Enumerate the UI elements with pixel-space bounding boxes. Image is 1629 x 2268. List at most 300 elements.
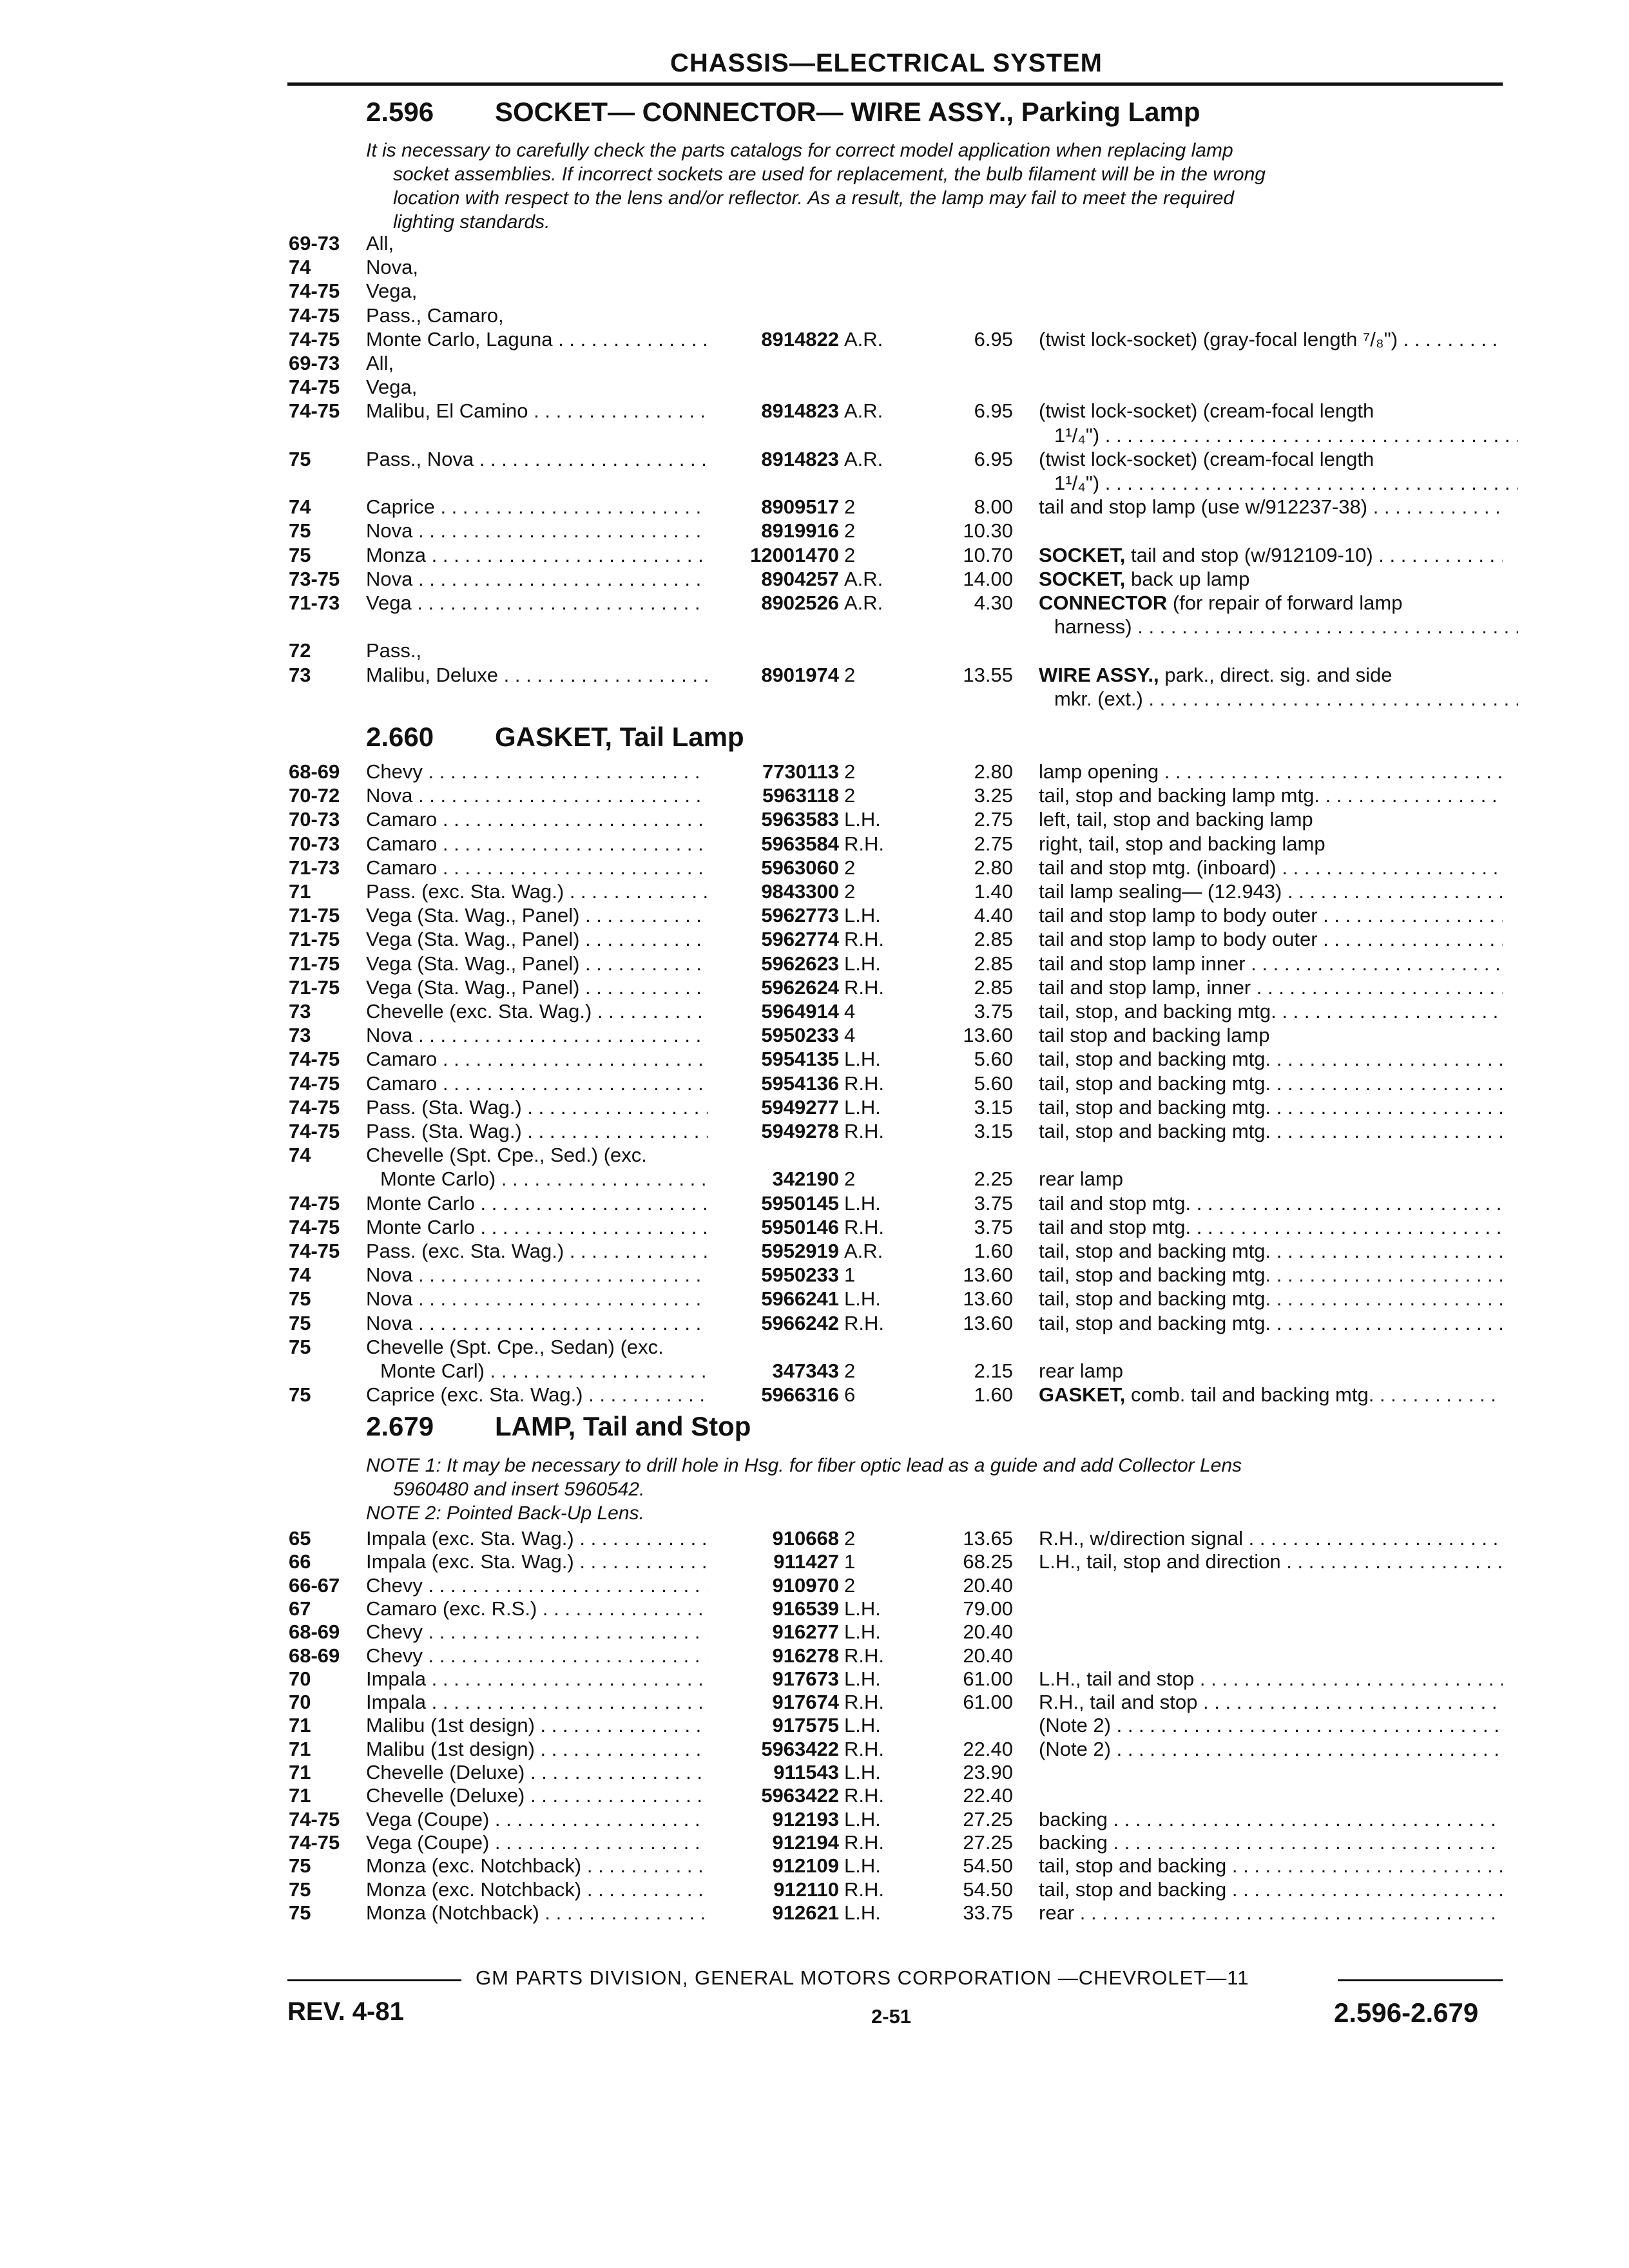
table-row <box>0 832 1629 856</box>
section-note <box>366 139 1500 234</box>
description-cell <box>1039 1808 1503 1831</box>
year-cell: 74 <box>289 495 311 519</box>
model-text: Camaro <box>366 1048 438 1071</box>
note-line: NOTE 1: It may be necessary to drill hole in Hsg. for fiber optic lead as a guide and add Collector Lens <box>366 1455 1242 1476</box>
description-text: rear lamp <box>1039 1360 1123 1382</box>
price: 3.75 <box>974 1000 1013 1023</box>
model-text: Nova <box>366 1287 413 1311</box>
model-cell <box>366 784 708 807</box>
part-number: 5962624 <box>761 975 839 999</box>
description-text: park., direct. sig. and side <box>1164 663 1393 686</box>
description-cell <box>1039 1360 1503 1383</box>
description-cell <box>1054 615 1518 639</box>
model-cell <box>366 568 708 591</box>
section-title: LAMP, Tail and Stop <box>495 1411 751 1441</box>
year-cell: 66-67 <box>289 1573 340 1597</box>
part-number: 5962773 <box>761 904 839 927</box>
part-number: 5962623 <box>761 952 839 975</box>
description-cell <box>1039 1714 1503 1737</box>
description-cell <box>1039 544 1503 567</box>
year-cell: 74-75 <box>289 1215 340 1238</box>
part-number: 910970 <box>772 1573 839 1597</box>
year-cell: 71 <box>289 1761 311 1783</box>
description-cell <box>1039 591 1503 615</box>
part-number: 5950145 <box>761 1191 839 1215</box>
description-text: tail, stop and backing mtg. <box>1039 1240 1271 1262</box>
part-number: 5950233 <box>761 1024 839 1047</box>
quantity: R.H. <box>844 832 884 855</box>
quantity: L.H. <box>844 1620 881 1644</box>
description-text: tail and stop lamp to body outer <box>1039 928 1318 951</box>
price: 2.80 <box>974 856 1013 879</box>
model-text: Chevelle (Spt. Cpe., Sedan) (exc. <box>366 1335 664 1358</box>
year-cell: 71 <box>289 1714 311 1737</box>
part-number: 5949278 <box>761 1120 839 1142</box>
description-text: R.H., tail and stop <box>1039 1691 1198 1714</box>
description-cell <box>1039 1096 1503 1119</box>
section-heading <box>366 97 1200 128</box>
year-cell: 75 <box>289 1383 311 1407</box>
price: 61.00 <box>963 1667 1013 1690</box>
year-cell: 71-73 <box>289 591 340 614</box>
price: 13.60 <box>963 1311 1013 1334</box>
model-cell <box>366 928 708 951</box>
quantity: R.H. <box>844 975 884 999</box>
description-cell <box>1039 784 1503 807</box>
model-text: Vega, <box>366 280 418 303</box>
model-text: Pass. (Sta. Wag.) <box>366 1120 522 1142</box>
price: 10.70 <box>963 543 1013 566</box>
model-cell <box>366 1714 708 1737</box>
table-row <box>0 1000 1629 1024</box>
note-line: NOTE 2: Pointed Back-Up Lens. <box>366 1503 644 1524</box>
description-cell <box>1039 1192 1503 1215</box>
description-cell <box>1039 1901 1503 1925</box>
model-text: Nova <box>366 784 413 807</box>
description-keyword: SOCKET, <box>1039 567 1126 590</box>
part-number: 8902526 <box>761 591 839 614</box>
model-cell <box>366 232 708 255</box>
part-number: 5963118 <box>762 784 839 807</box>
model-text: Camaro <box>366 808 438 831</box>
model-cell <box>366 1808 708 1831</box>
model-text: Nova <box>366 567 413 590</box>
description-cell <box>1039 1831 1503 1854</box>
model-cell <box>366 976 708 999</box>
year-cell: 74-75 <box>289 399 340 423</box>
quantity: 2 <box>844 1573 856 1597</box>
model-cell <box>366 1264 708 1287</box>
model-cell <box>366 1831 708 1854</box>
description-cell <box>1039 568 1503 591</box>
price: 54.50 <box>963 1854 1013 1878</box>
model-text: Impala (exc. Sta. Wag.) <box>366 1527 574 1550</box>
quantity: A.R. <box>844 327 883 351</box>
description-text: backing <box>1039 1807 1108 1831</box>
quantity: 2 <box>844 543 856 566</box>
table-row <box>0 1761 1629 1785</box>
price: 6.95 <box>974 447 1013 470</box>
section-number: 2.660 <box>366 722 434 752</box>
part-number: 8914823 <box>761 399 839 423</box>
table-row <box>0 952 1629 976</box>
model-cell <box>366 856 708 879</box>
part-number: 917673 <box>772 1667 839 1690</box>
part-number: 8914823 <box>761 447 839 470</box>
year-cell: 70-72 <box>289 784 340 807</box>
quantity: R.H. <box>844 1072 884 1095</box>
year-cell: 74-75 <box>289 1831 340 1854</box>
year-cell: 74-75 <box>289 1072 340 1095</box>
quantity: 2 <box>844 495 856 519</box>
price: 22.40 <box>963 1784 1013 1807</box>
description-cell <box>1039 1383 1503 1407</box>
part-number: 8919916 <box>761 519 839 543</box>
year-cell: 70-73 <box>289 832 340 855</box>
model-text: Camaro <box>366 832 438 855</box>
description-text: (Note 2) <box>1039 1714 1111 1737</box>
table-row <box>0 1120 1629 1144</box>
year-cell: 72 <box>289 639 311 662</box>
model-cell <box>366 280 708 303</box>
description-cell <box>1039 952 1503 975</box>
table-row <box>0 280 1629 303</box>
note-line: 5960480 and insert 5960542. <box>393 1479 645 1500</box>
model-text: Vega <box>366 591 412 614</box>
description-text: tail and stop (w/912109-10) <box>1130 543 1373 566</box>
description-cell <box>1039 1120 1503 1143</box>
description-text: (twist lock-socket) (gray-focal length ⁷/₈") <box>1039 327 1398 351</box>
description-cell <box>1039 1168 1503 1191</box>
year-cell: 70 <box>289 1667 311 1690</box>
quantity: L.H. <box>844 1761 881 1783</box>
table-row <box>0 1264 1629 1287</box>
model-text: Chevelle (exc. Sta. Wag.) <box>366 1000 592 1023</box>
section-heading <box>366 1411 751 1442</box>
part-number: 5964914 <box>761 1000 839 1023</box>
part-number: 912193 <box>772 1807 839 1831</box>
price: 1.60 <box>974 1383 1013 1407</box>
model-text: Monte Carlo, Laguna <box>366 327 553 351</box>
model-text: All, <box>366 232 394 255</box>
price: 1.60 <box>974 1240 1013 1262</box>
price: 23.90 <box>963 1761 1013 1783</box>
table-row <box>0 256 1629 280</box>
description-cell <box>1039 495 1503 519</box>
year-cell: 71-73 <box>289 856 340 879</box>
model-text: Monza (exc. Notchback) <box>366 1878 582 1901</box>
description-text: rear lamp <box>1039 1168 1123 1191</box>
part-number: 917575 <box>772 1714 839 1737</box>
description-text: tail, stop and backing mtg. <box>1039 1311 1271 1334</box>
description-cell <box>1039 1048 1503 1071</box>
section-heading <box>366 722 744 753</box>
year-cell: 73 <box>289 663 311 686</box>
model-text: Monte Carlo <box>366 1191 475 1215</box>
model-cell <box>366 352 708 375</box>
part-number: 8909517 <box>761 495 839 519</box>
year-cell: 74-75 <box>289 280 340 303</box>
description-cell <box>1039 399 1503 423</box>
price: 79.00 <box>963 1597 1013 1620</box>
model-cell <box>366 1878 708 1901</box>
quantity: 2 <box>844 1360 856 1382</box>
model-text: Impala (exc. Sta. Wag.) <box>366 1550 574 1573</box>
description-text: tail, stop and backing mtg. <box>1039 1120 1271 1142</box>
model-text: Camaro <box>366 1072 438 1095</box>
section-title: SOCKET— CONNECTOR— WIRE ASSY., Parking Lamp <box>495 97 1200 127</box>
price: 33.75 <box>963 1901 1013 1924</box>
model-cell <box>366 1048 708 1071</box>
description-text: tail and stop lamp to body outer <box>1039 904 1318 927</box>
table-row <box>0 1336 1629 1360</box>
description-cell <box>1039 1527 1503 1550</box>
model-cell <box>366 591 708 615</box>
description-cell <box>1054 472 1518 495</box>
model-text: Chevelle (Spt. Cpe., Sed.) (exc. <box>366 1144 647 1167</box>
table-row <box>0 1383 1629 1407</box>
price: 22.40 <box>963 1737 1013 1760</box>
description-text: rear <box>1039 1901 1075 1924</box>
price: 4.40 <box>974 904 1013 927</box>
part-number: 8901974 <box>761 663 839 686</box>
year-cell: 74 <box>289 1144 311 1167</box>
description-keyword: CONNECTOR <box>1039 591 1168 614</box>
quantity: L.H. <box>844 952 881 975</box>
description-text: tail, stop and backing mtg. <box>1039 1264 1271 1287</box>
description-cell <box>1039 1000 1503 1023</box>
part-number: 5963584 <box>761 832 839 855</box>
model-cell <box>366 1240 708 1263</box>
table-row <box>0 639 1629 663</box>
part-number: 5952919 <box>761 1240 839 1262</box>
model-text: Chevy <box>366 1644 423 1667</box>
model-cell <box>366 1574 708 1597</box>
model-text: All, <box>366 352 394 374</box>
description-cell <box>1039 760 1503 783</box>
table-row <box>0 1550 1629 1574</box>
quantity: L.H. <box>844 904 881 927</box>
table-row <box>0 304 1629 328</box>
model-cell <box>366 1336 708 1359</box>
table-row <box>0 880 1629 904</box>
title-rule <box>287 82 1503 86</box>
part-number: 5966242 <box>761 1311 839 1334</box>
part-number: 5949277 <box>761 1095 839 1119</box>
table-row <box>0 664 1629 687</box>
year-cell: 70 <box>289 1691 311 1714</box>
table-row <box>0 1168 1629 1191</box>
year-cell: 74-75 <box>289 1120 340 1142</box>
table-row <box>0 1527 1629 1551</box>
description-text: 1¹/₄") <box>1054 423 1100 447</box>
quantity: L.H. <box>844 1854 881 1878</box>
model-cell <box>366 1024 708 1047</box>
model-cell <box>366 1312 708 1335</box>
model-cell <box>366 1691 708 1714</box>
model-text: Nova <box>366 1024 413 1047</box>
model-text: Nova <box>366 1311 413 1334</box>
table-row <box>0 856 1629 880</box>
model-cell <box>366 519 708 543</box>
quantity: R.H. <box>844 1831 884 1854</box>
year-cell: 74 <box>289 1264 311 1287</box>
model-text: Nova, <box>366 256 418 279</box>
model-cell <box>366 880 708 903</box>
quantity: 2 <box>844 1168 856 1191</box>
price: 5.60 <box>974 1048 1013 1071</box>
year-cell: 74-75 <box>289 1095 340 1119</box>
page-number: 2-51 <box>871 2005 912 2028</box>
description-text: tail and stop mtg. <box>1039 1191 1191 1215</box>
description-cell <box>1039 1216 1503 1239</box>
quantity: 2 <box>844 519 856 543</box>
footer-rule-right <box>1338 1979 1503 1981</box>
model-text: Malibu (1st design) <box>366 1714 535 1737</box>
description-text: comb. tail and backing mtg. <box>1130 1383 1374 1407</box>
model-cell <box>366 328 708 351</box>
model-cell <box>366 1360 708 1383</box>
model-cell <box>366 1287 708 1311</box>
model-cell <box>366 1854 708 1878</box>
price: 3.75 <box>974 1191 1013 1215</box>
model-text: Pass. (exc. Sta. Wag.) <box>366 880 564 903</box>
quantity: A.R. <box>844 567 883 590</box>
model-text: Malibu (1st design) <box>366 1737 535 1760</box>
price: 14.00 <box>963 567 1013 590</box>
description-text: tail and stop lamp inner <box>1039 952 1246 975</box>
year-cell: 75 <box>289 1335 311 1358</box>
footer-rule-left <box>287 1979 461 1981</box>
table-row <box>0 1667 1629 1691</box>
description-text: left, tail, stop and backing lamp <box>1039 808 1313 831</box>
quantity: L.H. <box>844 808 881 831</box>
year-cell: 74-75 <box>289 1807 340 1831</box>
table-row <box>0 1738 1629 1762</box>
description-text: (for repair of forward lamp <box>1172 591 1403 614</box>
part-number: 912110 <box>773 1878 839 1901</box>
part-number: 912194 <box>772 1831 839 1854</box>
price: 2.80 <box>974 760 1013 783</box>
model-cell <box>366 1738 708 1761</box>
price: 2.85 <box>974 952 1013 975</box>
model-cell <box>366 1550 708 1573</box>
table-row <box>0 424 1629 448</box>
part-number: 5950233 <box>761 1264 839 1287</box>
quantity: 1 <box>844 1264 856 1287</box>
description-cell <box>1039 832 1503 856</box>
description-cell <box>1054 687 1518 711</box>
price: 8.00 <box>974 495 1013 519</box>
model-text: Nova <box>366 1264 413 1287</box>
price: 13.60 <box>963 1024 1013 1047</box>
description-cell <box>1039 880 1503 903</box>
table-row <box>0 1072 1629 1096</box>
model-cell <box>366 399 708 423</box>
year-cell: 74-75 <box>289 303 340 327</box>
description-text: (twist lock-socket) (cream-focal length <box>1039 447 1374 470</box>
table-row <box>0 1024 1629 1048</box>
part-number: 5954135 <box>761 1048 839 1071</box>
table-row <box>0 1048 1629 1072</box>
description-cell <box>1039 976 1503 999</box>
model-cell <box>366 1527 708 1550</box>
quantity: 2 <box>844 1527 856 1550</box>
model-text: Nova <box>366 519 413 543</box>
price: 6.95 <box>974 327 1013 351</box>
model-cell <box>366 376 708 399</box>
model-text: Monza (exc. Notchback) <box>366 1854 582 1878</box>
part-number: 910668 <box>772 1527 839 1550</box>
description-text: tail and stop lamp (use w/912237-38) <box>1039 495 1368 519</box>
model-text: Chevelle (Deluxe) <box>366 1761 525 1783</box>
description-text: backing <box>1039 1831 1108 1854</box>
year-cell: 71-75 <box>289 928 340 951</box>
price: 68.25 <box>963 1550 1013 1573</box>
quantity: 4 <box>844 1000 856 1023</box>
year-cell: 73 <box>289 1000 311 1023</box>
model-cell <box>366 256 708 279</box>
note-line: It is necessary to carefully check the parts catalogs for correct model application when replacing lamp <box>366 140 1233 161</box>
year-cell: 68-69 <box>289 1644 340 1667</box>
model-text: Camaro <box>366 856 438 879</box>
part-number: 5966316 <box>761 1383 839 1407</box>
description-keyword: WIRE ASSY., <box>1039 663 1159 686</box>
table-row <box>0 1240 1629 1264</box>
table-row <box>0 448 1629 472</box>
year-cell: 74 <box>289 256 311 279</box>
description-keyword: GASKET, <box>1039 1383 1126 1407</box>
quantity: 2 <box>844 760 856 783</box>
table-row <box>0 495 1629 519</box>
description-text: tail, stop and backing lamp mtg. <box>1039 784 1320 807</box>
year-cell: 71-75 <box>289 904 340 927</box>
note-line: socket assemblies. If incorrect sockets are used for replacement, the bulb filament will be in the wrong <box>393 164 1266 185</box>
quantity: R.H. <box>844 1311 884 1334</box>
model-cell <box>366 808 708 831</box>
part-number: 5963060 <box>761 856 839 879</box>
year-cell: 73 <box>289 1024 311 1047</box>
quantity: 1 <box>844 1550 856 1573</box>
model-text: Monte Carlo) <box>380 1168 496 1191</box>
quantity: R.H. <box>844 1120 884 1142</box>
model-cell <box>366 1120 708 1143</box>
year-cell: 75 <box>289 1311 311 1334</box>
description-text: (twist lock-socket) (cream-focal length <box>1039 399 1374 423</box>
description-cell <box>1039 904 1503 927</box>
price: 27.25 <box>963 1807 1013 1831</box>
table-row <box>0 1808 1629 1832</box>
description-text: right, tail, stop and backing lamp <box>1039 832 1325 855</box>
price: 2.75 <box>974 808 1013 831</box>
model-cell <box>366 639 708 662</box>
quantity: L.H. <box>844 1667 881 1690</box>
model-text: Vega (Sta. Wag., Panel) <box>366 952 580 975</box>
quantity: L.H. <box>844 1048 881 1071</box>
quantity: 6 <box>844 1383 856 1407</box>
description-text: tail lamp sealing— (12.943) <box>1039 880 1282 903</box>
table-row <box>0 1854 1629 1878</box>
model-text: Vega (Coupe) <box>366 1807 490 1831</box>
table-row <box>0 1597 1629 1621</box>
model-text: Chevy <box>366 760 423 783</box>
model-text: Monza (Notchback) <box>366 1901 539 1924</box>
model-cell <box>366 952 708 975</box>
table-row <box>0 232 1629 256</box>
description-text: tail and stop mtg. (inboard) <box>1039 856 1277 879</box>
description-text: tail, stop and backing mtg. <box>1039 1072 1271 1095</box>
model-text: Pass. (exc. Sta. Wag.) <box>366 1240 564 1262</box>
